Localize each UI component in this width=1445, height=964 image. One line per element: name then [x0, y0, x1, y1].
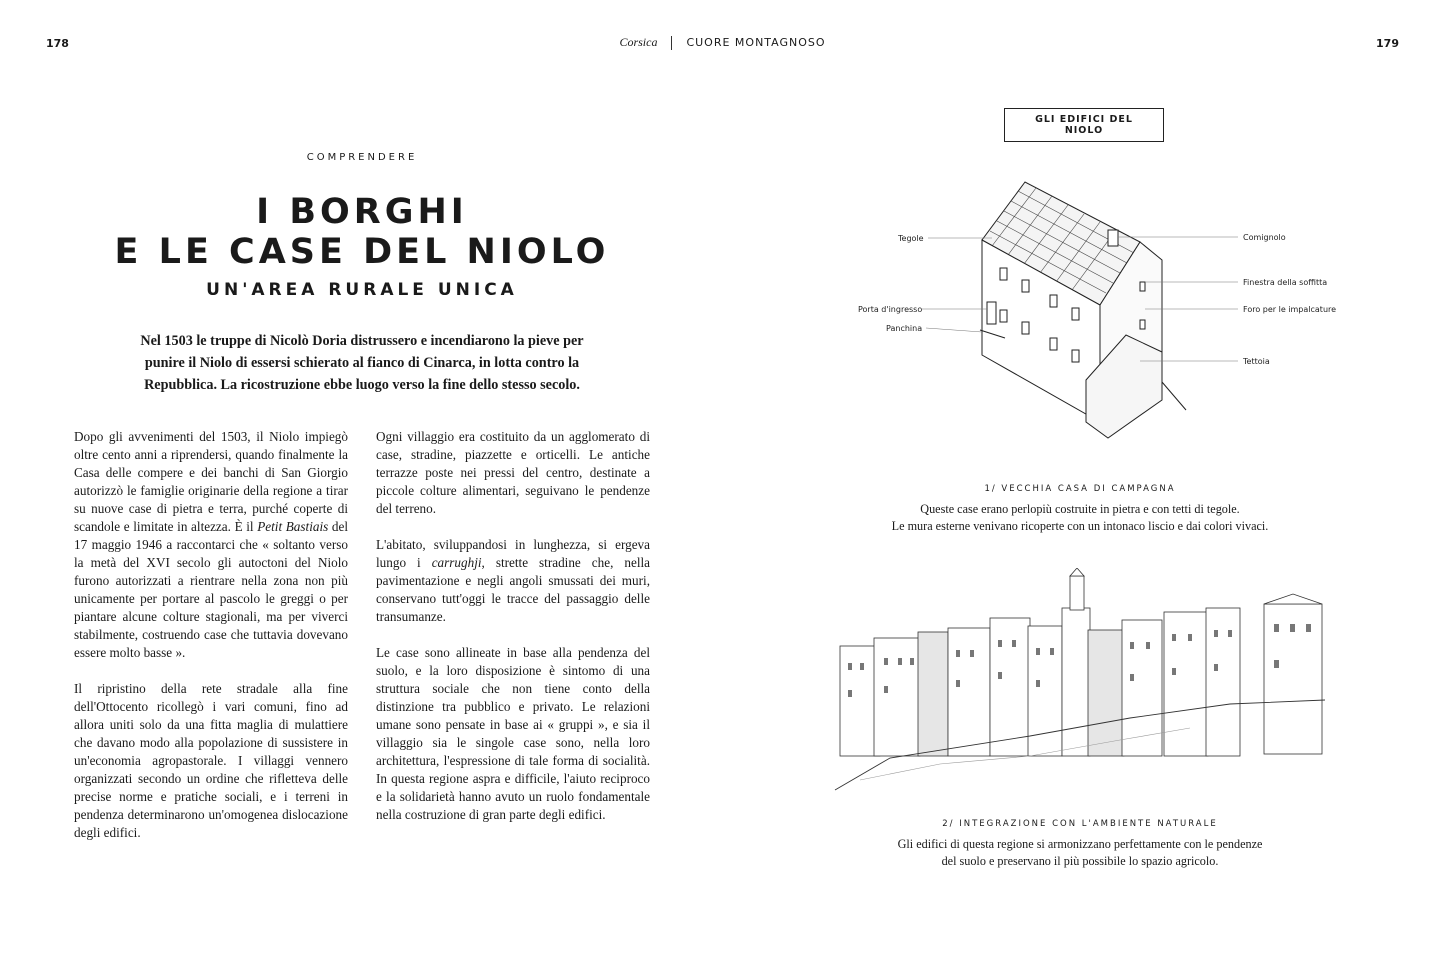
house-illustration	[840, 170, 1340, 460]
sidebar-box-label: GLI EDIFICI DEL NIOLO	[1004, 108, 1164, 142]
village-illustration	[830, 568, 1330, 808]
building	[1028, 626, 1062, 756]
building	[874, 638, 920, 756]
section-kicker: COMPRENDERE	[306, 152, 418, 163]
ground-line	[1162, 382, 1186, 410]
building	[918, 632, 948, 756]
paragraph	[74, 428, 348, 662]
bell-tower-top	[1070, 568, 1084, 576]
roof	[1264, 594, 1322, 604]
bell-tower	[1070, 576, 1084, 610]
text-run: del 17 maggio 1946 a raccontarci che « soltanto verso la metà del XVI secolo gli autoctoni del Niolo furono autorizzati a rientrare nella zona non più unicamente per portare al pascolo le greggi o per piantare alcune colture stagionali, ma per viverci stabilmente, costruendo case che tuttavia dovevano essere molto basse ».	[74, 519, 348, 660]
label-tettoia: Tettoia	[1243, 357, 1270, 366]
caption-2-line-2: del suolo e preservano il più possibile lo spazio agricolo.	[941, 854, 1219, 868]
caption-1-line-1: Queste case erano perlopiù costruite in pietra e con tetti di tegole.	[920, 502, 1240, 516]
running-header	[0, 35, 1445, 50]
caption-2-text	[830, 836, 1330, 870]
building	[1088, 630, 1124, 756]
caption-2-line-1: Gli edifici di questa regione si armonizzano perfettamente con le pendenze	[897, 837, 1263, 851]
tower-base	[1062, 608, 1090, 756]
label-panchina: Panchina	[886, 324, 923, 333]
door-shape	[987, 302, 996, 324]
label-comignolo: Comignolo	[1243, 233, 1286, 242]
newspaper-title: Petit Bastiais	[257, 519, 329, 534]
paragraph	[376, 536, 650, 626]
article-lead: Nel 1503 le truppe di Nicolò Doria distrussero e incendiarono la pieve per punire il Niolo di essersi schierato al fianco di Cinarca, in lotta contro la Repubblica. La ricostruzione ebbe luogo verso la fine dello stesso secolo.	[140, 333, 584, 393]
title-line-1: I BORGHI	[256, 192, 468, 232]
building	[1164, 612, 1208, 756]
chimney-shape	[1108, 230, 1118, 246]
paragraph: Il ripristino della rete stradale alla fine dell'Ottocento ricollegò i vari comuni, fino ad allora uniti solo da una fitta maglia di mulattiere che davano modo alla popolazione di sussistere in un'economia agropastorale. I villaggi vennero organizzati secondo un ordine che rifletteva delle precise norme e pratiche sociali, e i terreni in pendenza determinarono un'omogenea dislocazione degli edifici.	[74, 681, 348, 840]
article-title	[74, 192, 650, 272]
header-region: Corsica	[619, 35, 658, 49]
caption-1-text	[830, 501, 1330, 535]
building	[990, 618, 1030, 756]
building	[1122, 620, 1162, 756]
building	[948, 628, 990, 756]
article-subtitle: UN'AREA RURALE UNICA	[206, 280, 518, 300]
text-run: , strette stradine che, nella pavimentazione e negli angoli smussati dei muri, conservano tutt'oggi le tracce del passaggio delle transumanze.	[376, 555, 650, 624]
header-separator	[671, 36, 672, 50]
caption-1-line-2: Le mura esterne venivano ricoperte con un intonaco liscio e dai colori vivaci.	[891, 519, 1269, 533]
text-run: Dopo gli avvenimenti del 1503, il Niolo impiegò oltre cento anni a riprendersi, quando finalmente la Casa delle compere e dei banchi di San Giorgio autorizzò le famiglie originarie della regione a tirar su nuove case di pietra e terra, purché coperte di scandole e limitate in altezza. È il	[74, 429, 348, 534]
term-carrughji: carrughji	[431, 555, 482, 570]
caption-2-title: 2/ INTEGRAZIONE CON L'AMBIENTE NATURALE	[942, 819, 1218, 829]
paragraph: Ogni villaggio era costituito da un agglomerato di case, stradine, piazzette e orticelli. Le antiche terrazze poste nei pressi del centro, destinate a piccole colture alimentari, seguivano le pendenze del terreno.	[376, 429, 650, 516]
body-column-1	[74, 428, 348, 860]
paragraph: Le case sono allineate in base alla pendenza del suolo, e la loro disposizione è sintomo di una struttura sociale che non tiene conto della distinzione tra pubblico e privato. Le relazioni umane sono pensate in base ai « gruppi », e sia il villaggio sia le singole case sono, nella loro architettura, l'espressione di tale forma di socialità. In questa regione aspra e difficile, l'aiuto reciproco e la solidarietà hanno avuto un ruolo fondamentale nella costruzione di gran parte degli edifici.	[376, 645, 650, 822]
label-porta: Porta d'ingresso	[858, 305, 923, 314]
building	[1206, 608, 1240, 756]
text-run: L'abitato, sviluppandosi in lunghezza, si ergeva lungo i	[376, 537, 650, 570]
header-chapter: CUORE MONTAGNOSO	[686, 36, 826, 49]
title-line-2: E LE CASE DEL NIOLO	[114, 232, 610, 272]
right-page-number: 179	[1376, 37, 1399, 50]
label-finestra: Finestra della soffitta	[1243, 278, 1328, 287]
body-column-2	[376, 428, 650, 842]
label-tegole: Tegole	[898, 234, 924, 243]
caption-1-title: 1/ VECCHIA CASA DI CAMPAGNA	[984, 484, 1176, 494]
left-page-number: 178	[46, 37, 69, 50]
label-foro: Foro per le impalcature	[1243, 305, 1337, 314]
